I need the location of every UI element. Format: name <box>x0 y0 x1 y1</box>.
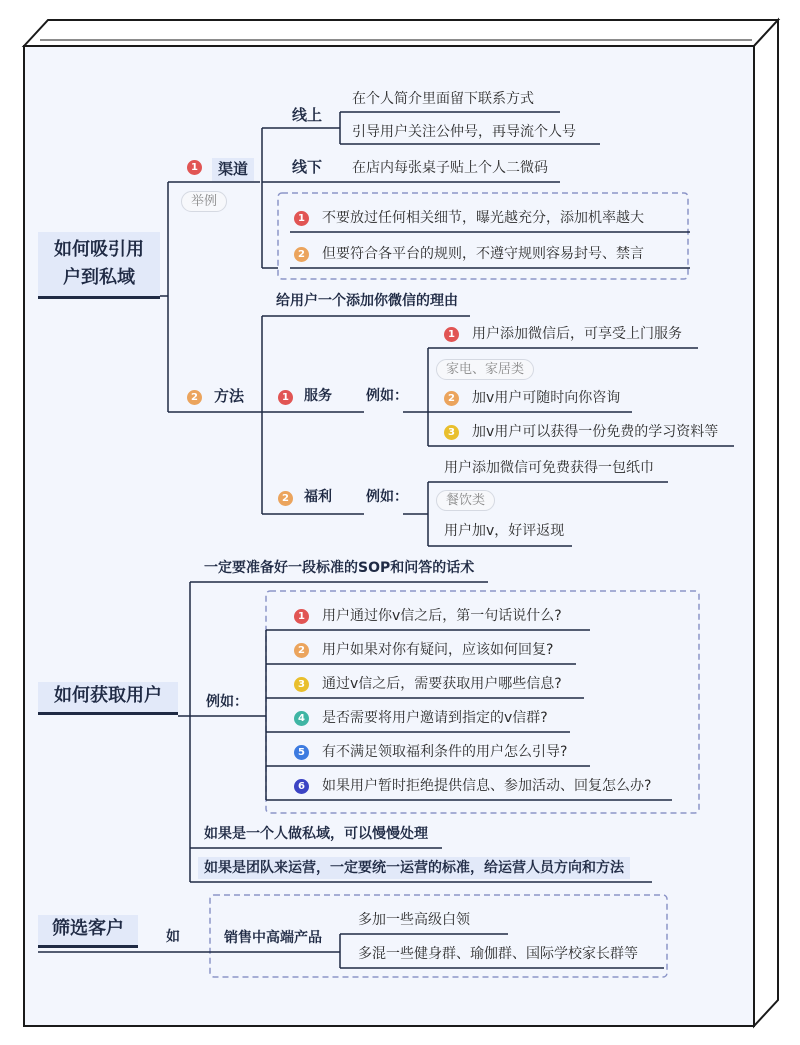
main-topic-acquire-label: 如何获取用户 <box>54 685 162 706</box>
service-example-label: 例如： <box>366 388 408 404</box>
example-tag: 举例 <box>181 191 227 212</box>
frame-top-face <box>24 20 778 46</box>
question-badge-1: 1 <box>294 609 309 624</box>
questions-example-label: 例如： <box>206 694 248 710</box>
personal-text: 如果是一个人做私域，可以慢慢处理 <box>204 826 428 842</box>
catering-tag: 餐饮类 <box>436 490 495 511</box>
online-item-1: 在个人简介里面留下联系方式 <box>352 91 534 107</box>
question-item-1: 用户通过你v信之后，第一句话说什么? <box>322 608 562 624</box>
team-text: 如果是团队来运营，一定要统一运营的标准，给运营人员方向和方法 <box>198 857 630 879</box>
channel-badge: 1 <box>187 160 202 175</box>
online-label[interactable]: 线上 <box>292 106 323 124</box>
reason-text: 给用户一个添加你微信的理由 <box>276 293 458 309</box>
question-badge-2: 2 <box>294 643 309 658</box>
note-item-1: 不要放过任何相关细节，曝光越充分，添加机率越大 <box>322 210 644 226</box>
main-topic-filter[interactable] <box>38 915 138 948</box>
question-item-6: 如果用户暂时拒绝提供信息、参加活动、回复怎么办? <box>322 778 652 794</box>
note-item-2: 但要符合各平台的规则，不遵守规则容易封号、禁言 <box>322 246 644 262</box>
service-item-3: 加v用户可以获得一份免费的学习资料等 <box>472 424 719 440</box>
sop-text: 一定要准备好一段标准的SOP和问答的话术 <box>204 560 475 576</box>
benefit-item-2: 用户加v，好评返现 <box>444 523 565 539</box>
filter-item-2: 多混一些健身群、瑜伽群、国际学校家长群等 <box>358 946 638 962</box>
offline-item: 在店内每张桌子贴上个人二微码 <box>352 160 548 176</box>
if-label: 如 <box>166 929 180 945</box>
note-badge-2: 2 <box>294 247 309 262</box>
main-topic-attract-label: 如何吸引用户到私域 <box>54 239 144 288</box>
main-topic-filter-label: 筛选客户 <box>52 918 124 939</box>
method-badge: 2 <box>187 390 202 405</box>
benefit-item-1: 用户添加微信可免费获得一包纸巾 <box>444 460 654 476</box>
online-item-2: 引导用户关注公仲号，再导流个人号 <box>352 124 576 140</box>
main-topic-acquire[interactable] <box>38 682 178 715</box>
frame-right-face <box>754 20 778 1026</box>
service-item-1: 用户添加微信后，可享受上门服务 <box>472 326 682 342</box>
filter-item-1: 多加一些高级白领 <box>358 912 470 928</box>
benefit-example-label: 例如： <box>366 489 408 505</box>
product-label: 销售中高端产品 <box>224 930 322 946</box>
note-badge-1: 1 <box>294 211 309 226</box>
question-item-5: 有不满足领取福利条件的用户怎么引导? <box>322 744 568 760</box>
question-badge-6: 6 <box>294 779 309 794</box>
service-item-badge-2: 2 <box>444 391 459 406</box>
service-item-2: 加v用户可随时向你咨询 <box>472 390 621 406</box>
service-item-badge-3: 3 <box>444 425 459 440</box>
service-label[interactable]: 服务 <box>304 388 332 404</box>
channel-label[interactable]: 渠道 <box>212 158 254 181</box>
question-item-3: 通过v信之后，需要获取用户哪些信息? <box>322 676 562 692</box>
appliance-tag: 家电、家居类 <box>436 359 534 380</box>
question-badge-3: 3 <box>294 677 309 692</box>
benefit-badge: 2 <box>278 491 293 506</box>
method-label[interactable]: 方法 <box>214 387 245 405</box>
question-badge-5: 5 <box>294 745 309 760</box>
service-item-badge-1: 1 <box>444 327 459 342</box>
benefit-label[interactable]: 福利 <box>304 489 332 505</box>
question-item-4: 是否需要将用户邀请到指定的v信群? <box>322 710 548 726</box>
question-item-2: 用户如果对你有疑问，应该如何回复? <box>322 642 554 658</box>
question-badge-4: 4 <box>294 711 309 726</box>
offline-label[interactable]: 线下 <box>292 158 323 176</box>
service-badge: 1 <box>278 390 293 405</box>
main-topic-attract[interactable] <box>38 232 160 299</box>
